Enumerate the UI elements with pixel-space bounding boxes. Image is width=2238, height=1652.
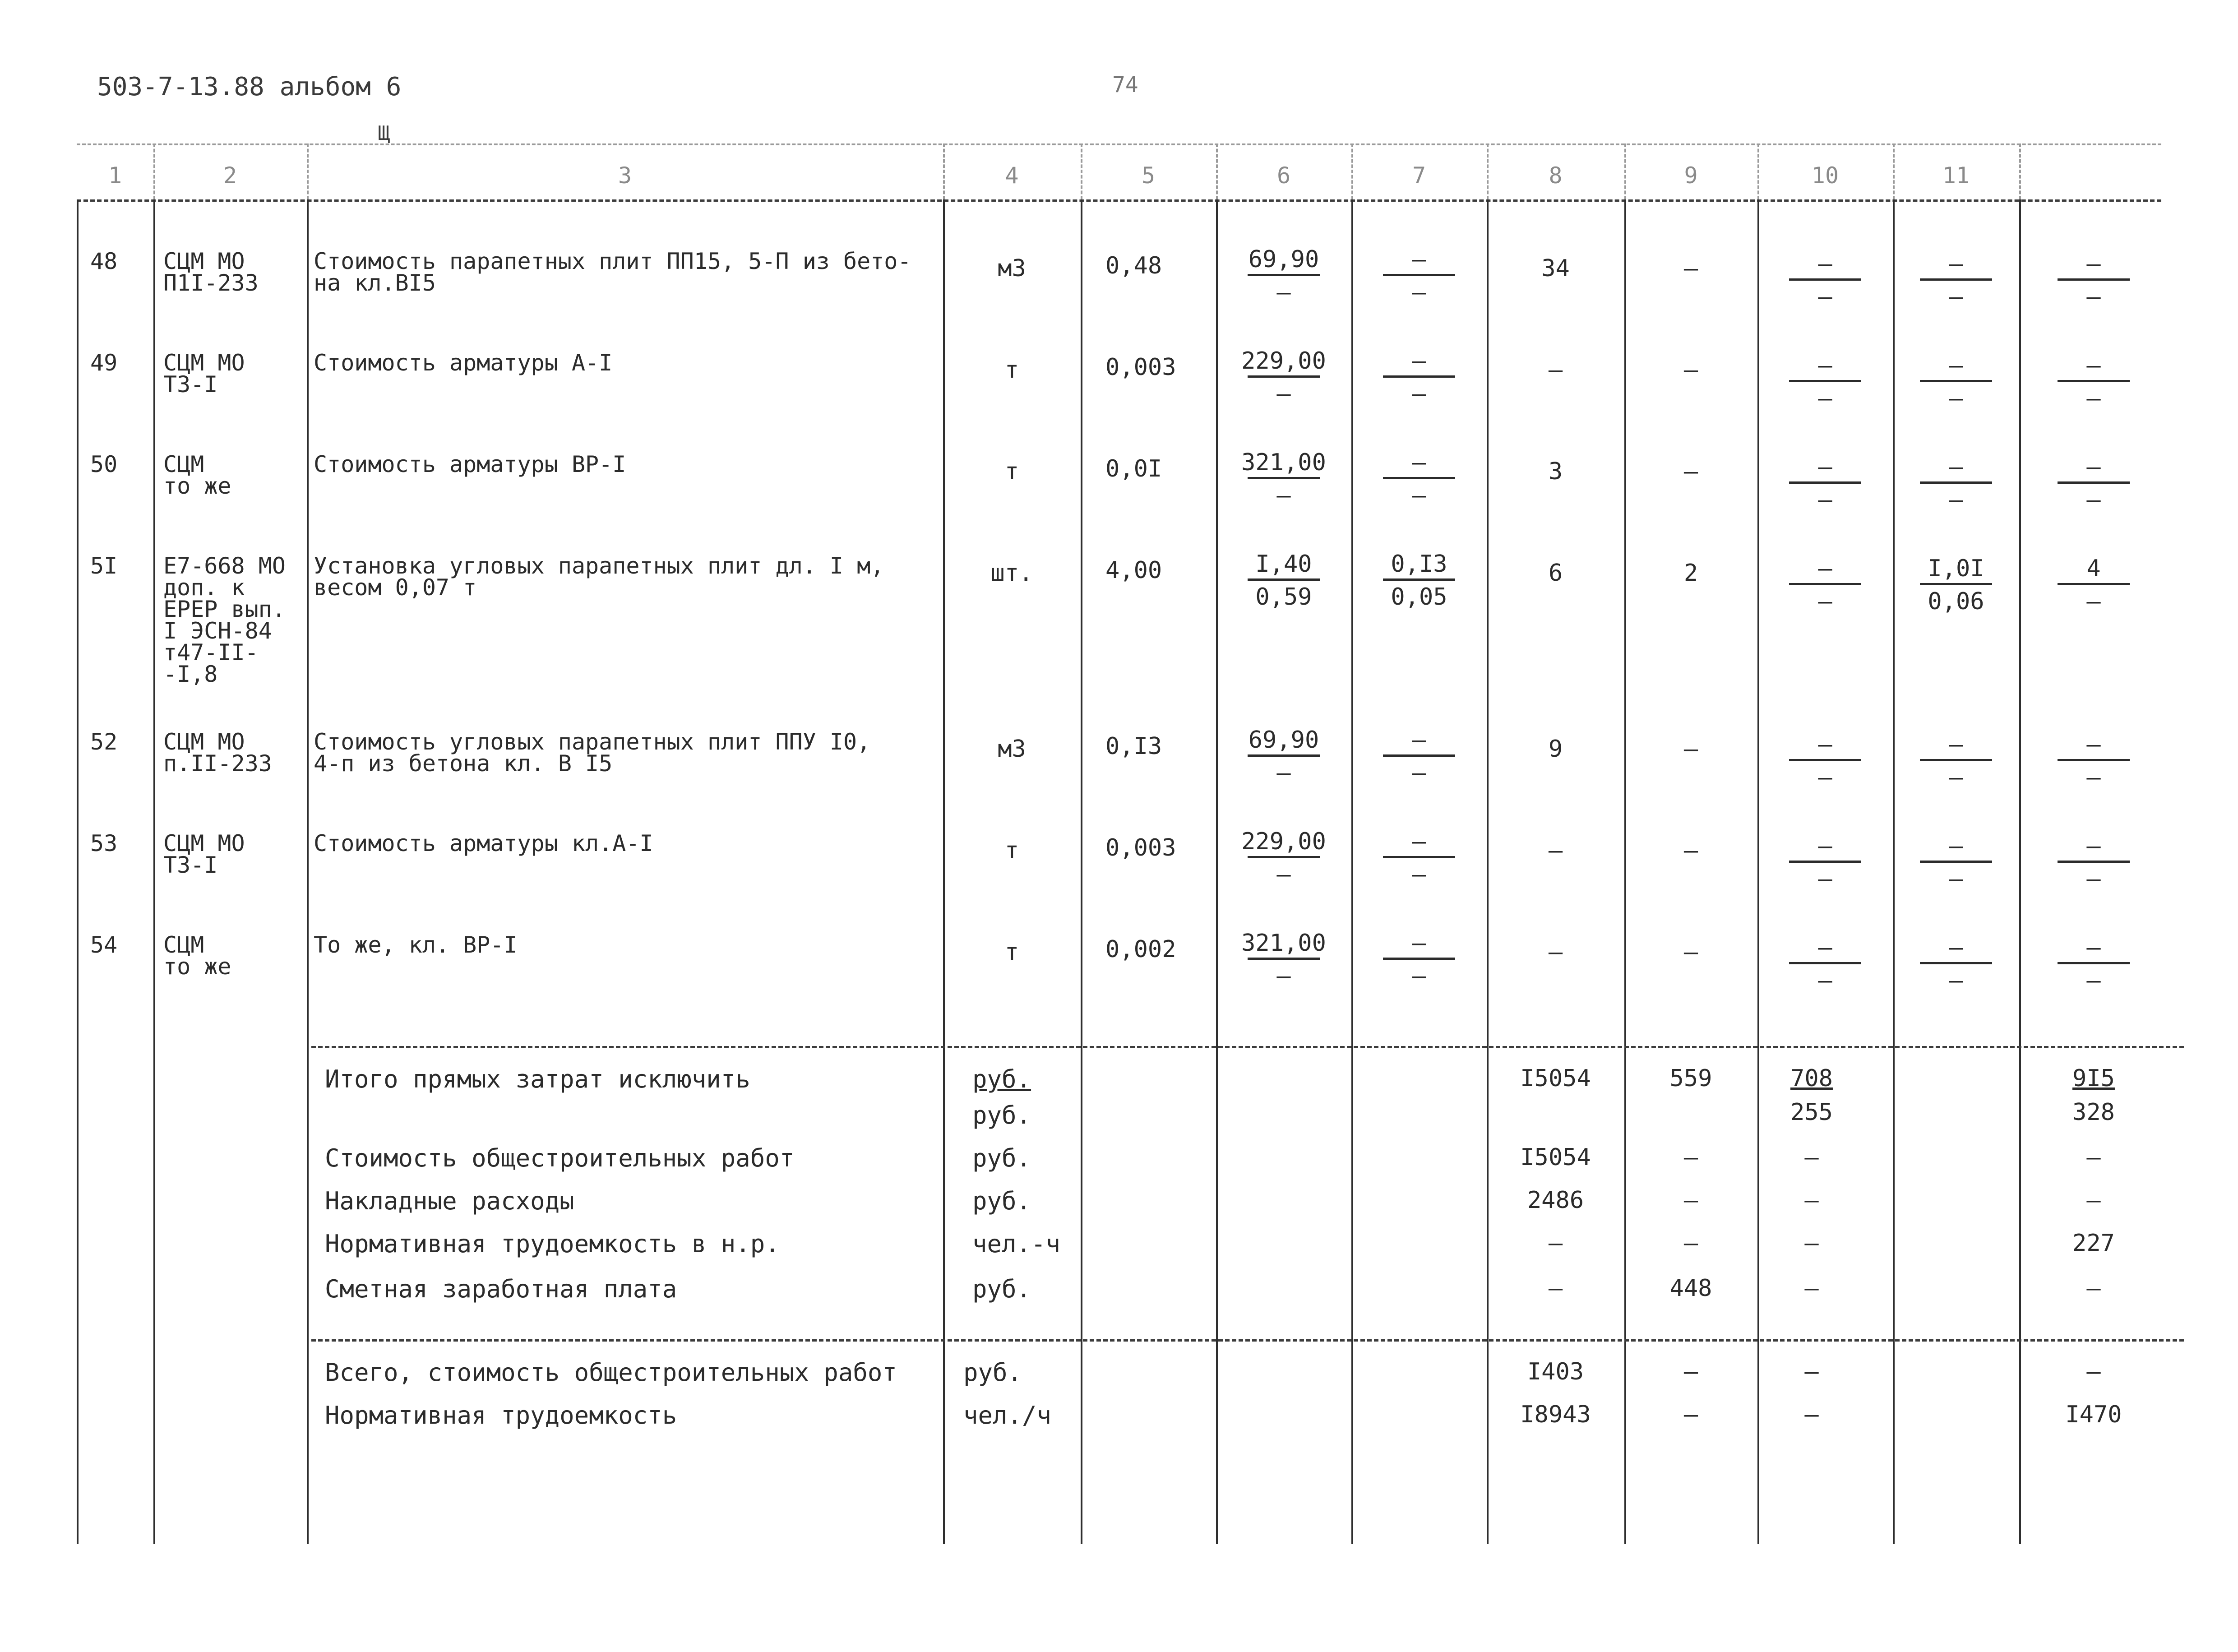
row-col11-denominator: –	[1949, 385, 1963, 412]
column-divider-header	[943, 143, 945, 199]
row-col9: –	[1683, 837, 1698, 864]
column-divider	[77, 199, 79, 1544]
summary-col8: I5054	[1520, 1065, 1591, 1092]
row-col10-numerator: –	[1818, 731, 1832, 758]
row-col7-numerator: –	[1412, 246, 1426, 273]
row-col8: 9	[1548, 736, 1563, 763]
row-col10-bar	[1789, 861, 1861, 863]
row-unit: т	[1004, 356, 1019, 384]
row-col10-numerator: –	[1818, 352, 1832, 379]
row-col10-bar	[1789, 759, 1861, 761]
row-number: 48	[90, 248, 118, 274]
header-mark: Щ	[378, 122, 390, 145]
row-col11-bar	[1920, 481, 1992, 484]
row-unit: м3	[998, 255, 1026, 282]
column-divider	[1487, 199, 1489, 1544]
column-number-8: 8	[1549, 162, 1563, 189]
row-basis-line: СЦМ МО	[163, 729, 245, 755]
row-col12	[2044, 934, 2143, 994]
row-col7-bar	[1383, 274, 1455, 276]
summary-col12: 227	[2072, 1230, 2115, 1257]
summary-unit: руб.	[972, 1065, 1031, 1093]
summary-unit: руб.	[972, 1275, 1031, 1303]
row-basis-line: т47-II-	[163, 639, 259, 666]
row-quantity: 0,002	[1105, 936, 1176, 963]
row-col7-bar	[1383, 578, 1455, 581]
row-col11-bar	[1920, 380, 1992, 382]
column-divider	[943, 199, 945, 1544]
header-bottom-border	[77, 199, 2161, 202]
row-col6	[1234, 551, 1333, 611]
row-col6-numerator: 321,00	[1241, 449, 1326, 476]
row-col6-bar	[1248, 754, 1320, 757]
row-col10-numerator: –	[1818, 250, 1832, 278]
row-col8: –	[1548, 939, 1563, 966]
row-col7-bar	[1383, 375, 1455, 378]
row-col10-bar	[1789, 481, 1861, 484]
column-number-3: 3	[618, 162, 632, 189]
column-number-5: 5	[1141, 162, 1156, 189]
row-col11-bar	[1920, 962, 1992, 964]
row-col10	[1776, 833, 1875, 893]
column-number-9: 9	[1684, 162, 1698, 189]
row-col6-denominator: 0,59	[1255, 583, 1312, 611]
row-col10	[1776, 555, 1875, 615]
row-col10-bar	[1789, 962, 1861, 964]
row-col11-numerator: –	[1949, 934, 1963, 961]
row-description-line: на кл.BI5	[314, 270, 436, 296]
row-number: 49	[90, 350, 118, 376]
column-divider	[1351, 199, 1353, 1544]
row-col9: 2	[1683, 560, 1698, 587]
row-col12-numerator: 4	[2086, 555, 2101, 582]
row-basis-line: I ЭСН-84	[163, 618, 272, 644]
row-number: 53	[90, 830, 118, 856]
row-col12-bar	[2058, 759, 2130, 761]
row-col12-bar	[2058, 481, 2130, 484]
row-description-line: То же, кл. ВР-I	[314, 932, 518, 958]
column-number-1: 1	[108, 162, 122, 189]
row-col11-numerator: –	[1949, 833, 1963, 860]
summary-col10: –	[1804, 1230, 1819, 1257]
row-col8: 34	[1541, 255, 1570, 282]
row-basis-line: П1I-233	[163, 270, 259, 296]
row-col11-numerator: I,0I	[1928, 555, 1984, 582]
total-label: Нормативная трудоемкость	[325, 1401, 677, 1430]
row-col6-numerator: 321,00	[1241, 930, 1326, 957]
row-col6-denominator: –	[1276, 279, 1291, 306]
summary-col9: 448	[1669, 1275, 1712, 1302]
row-col10-numerator: –	[1818, 555, 1832, 582]
row-quantity: 0,003	[1105, 354, 1176, 381]
row-col7-bar	[1383, 856, 1455, 858]
summary-unit: чел.-ч	[972, 1230, 1061, 1258]
row-col6	[1234, 449, 1333, 509]
row-quantity: 0,I3	[1105, 733, 1162, 760]
row-col6-bar	[1248, 958, 1320, 960]
summary-col12: –	[2086, 1275, 2101, 1302]
row-col11-denominator: –	[1949, 283, 1963, 310]
row-col6	[1234, 930, 1333, 990]
column-divider	[1216, 199, 1218, 1544]
row-col12-bar	[2058, 583, 2130, 585]
row-quantity: 0,0I	[1105, 455, 1162, 482]
row-col12	[2044, 555, 2143, 615]
row-col10-bar	[1789, 380, 1861, 382]
row-col12-numerator: –	[2086, 833, 2101, 860]
column-number-10: 10	[1811, 162, 1839, 189]
total-col12: I470	[2065, 1401, 2122, 1428]
row-col11	[1906, 555, 2006, 615]
row-col12-denominator: –	[2086, 588, 2101, 615]
row-col7	[1369, 551, 1469, 611]
row-col6	[1234, 347, 1333, 407]
row-col7-numerator: –	[1412, 930, 1426, 957]
column-divider-header	[1893, 143, 1895, 199]
row-col11	[1906, 731, 2006, 791]
row-col12-numerator: –	[2086, 352, 2101, 379]
row-col7-numerator: –	[1412, 449, 1426, 476]
row-col10-bar	[1789, 278, 1861, 281]
summary-col9: –	[1683, 1144, 1698, 1171]
row-col7-numerator: –	[1412, 828, 1426, 855]
row-col6-denominator: –	[1276, 963, 1291, 990]
summary-col12: –	[2086, 1144, 2101, 1171]
row-col11	[1906, 352, 2006, 412]
row-unit: шт.	[990, 560, 1033, 587]
row-number: 5I	[90, 553, 118, 579]
summary-col12-secondary: 328	[2072, 1099, 2115, 1126]
summary-col12: 9I5	[2072, 1065, 2115, 1092]
row-basis-line: Е7-668 МО	[163, 553, 286, 579]
row-unit: т	[1004, 939, 1019, 966]
row-basis-line: СЦМ	[163, 451, 204, 477]
column-divider-header	[307, 143, 309, 199]
row-quantity: 0,003	[1105, 834, 1176, 861]
row-col11-numerator: –	[1949, 731, 1963, 758]
summary-col8: –	[1548, 1230, 1563, 1257]
row-basis-line: СЦМ МО	[163, 830, 245, 856]
column-divider-header	[1624, 143, 1626, 199]
row-col10	[1776, 934, 1875, 994]
row-col10-numerator: –	[1818, 934, 1832, 961]
row-col10-denominator: –	[1818, 588, 1832, 615]
row-col7	[1369, 727, 1469, 787]
summary-col10: –	[1804, 1275, 1819, 1302]
row-col11-numerator: –	[1949, 352, 1963, 379]
summary-col9: 559	[1669, 1065, 1712, 1092]
row-col8: –	[1548, 356, 1563, 384]
column-number-7: 7	[1412, 162, 1426, 189]
total-col10: –	[1804, 1358, 1819, 1385]
summary-col8: –	[1548, 1275, 1563, 1302]
row-col7-denominator: –	[1412, 482, 1426, 509]
row-col7-bar	[1383, 754, 1455, 757]
summary-col10: 708	[1790, 1065, 1833, 1092]
row-col6	[1234, 246, 1333, 306]
row-col6-bar	[1248, 274, 1320, 276]
row-col12-denominator: –	[2086, 283, 2101, 310]
row-col10-denominator: –	[1818, 865, 1832, 893]
total-col8: I8943	[1520, 1401, 1591, 1428]
row-col10	[1776, 453, 1875, 514]
row-col12-denominator: –	[2086, 764, 2101, 791]
row-col10-denominator: –	[1818, 486, 1832, 514]
row-col12-numerator: –	[2086, 453, 2101, 481]
total-col9: –	[1683, 1358, 1698, 1385]
row-col10	[1776, 731, 1875, 791]
row-quantity: 4,00	[1105, 557, 1162, 584]
row-col12	[2044, 250, 2143, 310]
row-col6-numerator: 69,90	[1248, 727, 1319, 754]
column-divider	[2019, 199, 2021, 1544]
row-basis-line: СЦМ	[163, 932, 204, 958]
row-col9: –	[1683, 939, 1698, 966]
row-col7-denominator: –	[1412, 279, 1426, 306]
row-basis-line: доп. к	[163, 574, 245, 601]
row-col10-denominator: –	[1818, 764, 1832, 791]
column-divider-header	[153, 143, 155, 199]
row-col10	[1776, 352, 1875, 412]
row-basis-line: ЕРЕР вып.	[163, 596, 286, 622]
column-divider	[153, 199, 155, 1544]
row-description-line: Установка угловых парапетных плит дл. I м,	[314, 553, 884, 579]
summary-label: Сметная заработная плата	[325, 1275, 677, 1303]
summary-unit: руб.	[972, 1187, 1031, 1215]
column-divider-header	[2019, 143, 2021, 199]
column-divider-header	[1081, 143, 1082, 199]
row-col7	[1369, 930, 1469, 990]
row-description-line: Стоимость угловых парапетных плит ППУ I0,	[314, 729, 871, 755]
row-basis-line: -I,8	[163, 661, 218, 687]
row-col10-numerator: –	[1818, 453, 1832, 481]
row-col12-bar	[2058, 962, 2130, 964]
summary-col12: –	[2086, 1187, 2101, 1214]
column-divider	[1757, 199, 1759, 1544]
row-unit: т	[1004, 837, 1019, 864]
row-col7-bar	[1383, 477, 1455, 479]
row-description-line: Стоимость арматуры ВР-I	[314, 451, 626, 477]
row-col11-bar	[1920, 759, 1992, 761]
row-col11-numerator: –	[1949, 453, 1963, 481]
row-col6-bar	[1248, 477, 1320, 479]
column-number-4: 4	[1005, 162, 1019, 189]
row-col6-numerator: 229,00	[1241, 828, 1326, 855]
column-divider-header	[1487, 143, 1489, 199]
row-unit: т	[1004, 458, 1019, 485]
summary-col10: –	[1804, 1187, 1819, 1214]
row-number: 54	[90, 932, 118, 958]
row-col7	[1369, 246, 1469, 306]
summary-unit: руб.	[972, 1144, 1031, 1172]
row-basis-line: СЦМ МО	[163, 248, 245, 274]
row-number: 50	[90, 451, 118, 477]
row-col11-denominator: –	[1949, 486, 1963, 514]
row-quantity: 0,48	[1105, 252, 1162, 279]
row-col7-denominator: 0,05	[1391, 583, 1447, 611]
column-number-2: 2	[223, 162, 237, 189]
total-col12: –	[2086, 1358, 2101, 1385]
row-col7-denominator: –	[1412, 380, 1426, 407]
summary-col9: –	[1683, 1187, 1698, 1214]
row-col7-denominator: –	[1412, 861, 1426, 888]
row-col12-denominator: –	[2086, 385, 2101, 412]
row-col12	[2044, 352, 2143, 412]
row-col12	[2044, 833, 2143, 893]
row-description-line: Стоимость арматуры кл.А-I	[314, 830, 653, 856]
summary-col10-secondary: 255	[1790, 1099, 1833, 1126]
row-col12-denominator: –	[2086, 967, 2101, 994]
column-divider	[307, 199, 309, 1544]
header-top-border	[77, 143, 2161, 145]
row-col6-numerator: 69,90	[1248, 246, 1319, 273]
page-number: 74	[1112, 72, 1138, 97]
row-col9: –	[1683, 255, 1698, 282]
row-col9: –	[1683, 458, 1698, 485]
summary-col9: –	[1683, 1230, 1698, 1257]
row-col6-bar	[1248, 856, 1320, 858]
row-col6-denominator: –	[1276, 759, 1291, 787]
row-col7-numerator: –	[1412, 727, 1426, 754]
row-col12-denominator: –	[2086, 865, 2101, 893]
row-basis-line: п.II-233	[163, 750, 272, 777]
row-col6-numerator: 229,00	[1241, 347, 1326, 375]
row-col12-denominator: –	[2086, 486, 2101, 514]
summary-label: Стоимость общестроительных работ	[325, 1144, 795, 1172]
column-divider-header	[1351, 143, 1353, 199]
column-divider	[1081, 199, 1082, 1544]
row-col11	[1906, 250, 2006, 310]
row-basis-line: то же	[163, 953, 231, 980]
row-col11-denominator: –	[1949, 865, 1963, 893]
row-col8: –	[1548, 837, 1563, 864]
row-col7	[1369, 347, 1469, 407]
row-basis-line: Т3-I	[163, 371, 218, 398]
row-col7-bar	[1383, 958, 1455, 960]
row-col11	[1906, 833, 2006, 893]
total-col9: –	[1683, 1401, 1698, 1428]
row-col10-denominator: –	[1818, 967, 1832, 994]
row-col12	[2044, 453, 2143, 514]
summary-label: Накладные расходы	[325, 1187, 574, 1215]
row-col7-denominator: –	[1412, 963, 1426, 990]
column-divider-header	[1757, 143, 1759, 199]
total-unit: чел./ч	[963, 1401, 1052, 1430]
row-description-line: весом 0,07 т	[314, 574, 477, 601]
total-col8: I403	[1527, 1358, 1584, 1385]
row-col9: –	[1683, 356, 1698, 384]
row-col10-numerator: –	[1818, 833, 1832, 860]
row-basis-line: то же	[163, 473, 231, 499]
row-col10-denominator: –	[1818, 385, 1832, 412]
row-col11-bar	[1920, 278, 1992, 281]
row-col6-denominator: –	[1276, 482, 1291, 509]
row-col11	[1906, 934, 2006, 994]
column-number-6: 6	[1276, 162, 1291, 189]
row-col11-denominator: –	[1949, 967, 1963, 994]
section-separator	[311, 1046, 2184, 1048]
summary-unit-secondary: руб.	[972, 1101, 1031, 1129]
row-col12-bar	[2058, 861, 2130, 863]
row-col6-denominator: –	[1276, 380, 1291, 407]
column-divider	[1624, 199, 1626, 1544]
row-description-line: 4-п из бетона кл. В I5	[314, 750, 613, 777]
row-col6-bar	[1248, 375, 1320, 378]
row-col7	[1369, 828, 1469, 888]
column-divider	[1893, 199, 1895, 1544]
row-col11-bar	[1920, 861, 1992, 863]
summary-label: Итого прямых затрат исключить	[325, 1065, 750, 1093]
row-description-line: Стоимость парапетных плит ПП15, 5-П из бето-	[314, 248, 911, 274]
summary-col8: I5054	[1520, 1144, 1591, 1171]
summary-col10: –	[1804, 1144, 1819, 1171]
row-basis-line: СЦМ МО	[163, 350, 245, 376]
row-col8: 6	[1548, 560, 1563, 587]
row-col10-bar	[1789, 583, 1861, 585]
document-code: 503-7-13.88 альбом 6	[97, 72, 402, 102]
column-number-11: 11	[1942, 162, 1970, 189]
summary-col8: 2486	[1527, 1187, 1584, 1214]
row-col6-denominator: –	[1276, 861, 1291, 888]
row-col12	[2044, 731, 2143, 791]
column-divider-header	[1216, 143, 1218, 199]
row-unit: м3	[998, 736, 1026, 763]
total-unit: руб.	[963, 1358, 1022, 1387]
row-col7	[1369, 449, 1469, 509]
row-col9: –	[1683, 736, 1698, 763]
row-col10-denominator: –	[1818, 283, 1832, 310]
row-col6-numerator: I,40	[1255, 551, 1312, 578]
row-description-line: Стоимость арматуры А-I	[314, 350, 613, 376]
row-col12-bar	[2058, 380, 2130, 382]
row-col11-bar	[1920, 583, 1992, 585]
row-number: 52	[90, 729, 118, 755]
total-label: Всего, стоимость общестроительных работ	[325, 1358, 897, 1387]
row-col8: 3	[1548, 458, 1563, 485]
row-basis-line: Т3-I	[163, 852, 218, 878]
row-col6-bar	[1248, 578, 1320, 581]
row-col12-numerator: –	[2086, 934, 2101, 961]
row-col11	[1906, 453, 2006, 514]
row-col7-numerator: 0,I3	[1391, 551, 1447, 578]
row-col10	[1776, 250, 1875, 310]
row-col11-denominator: –	[1949, 764, 1963, 791]
total-col10: –	[1804, 1401, 1819, 1428]
row-col12-numerator: –	[2086, 250, 2101, 278]
row-col6	[1234, 727, 1333, 787]
row-col6	[1234, 828, 1333, 888]
section-separator	[311, 1339, 2184, 1342]
row-col7-numerator: –	[1412, 347, 1426, 375]
summary-label: Нормативная трудоемкость в н.р.	[325, 1230, 780, 1258]
row-col11-numerator: –	[1949, 250, 1963, 278]
row-col12-numerator: –	[2086, 731, 2101, 758]
row-col7-denominator: –	[1412, 759, 1426, 787]
row-col11-denominator: 0,06	[1928, 588, 1984, 615]
row-col12-bar	[2058, 278, 2130, 281]
